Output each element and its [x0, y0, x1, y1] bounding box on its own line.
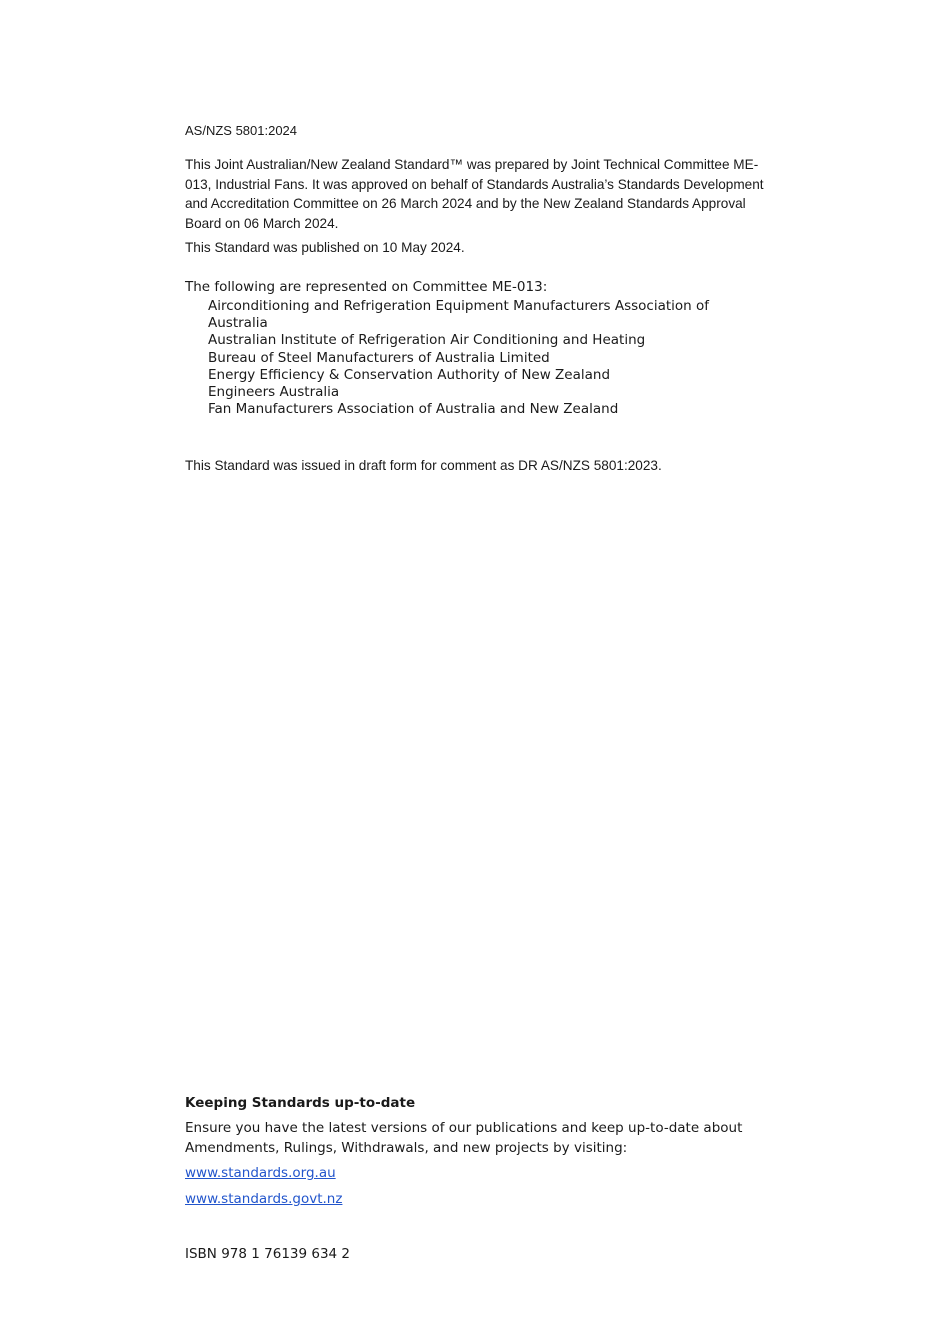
committee-member-list: [208, 298, 728, 418]
publication-date-note: This Standard was published on 10 May 2024.: [185, 240, 465, 255]
committee-member: Fan Manufacturers Association of Australia and New Zealand: [208, 401, 619, 418]
draft-note: This Standard was issued in draft form for comment as DR AS/NZS 5801:2023.: [185, 458, 662, 473]
committee-member: Australian Institute of Refrigeration Air Conditioning and Heating: [208, 332, 646, 349]
keeping-up-to-date-heading: Keeping Standards up-to-date: [185, 1095, 416, 1111]
isbn: ISBN 978 1 76139 634 2: [185, 1246, 351, 1262]
committee-member: Airconditioning and Refrigeration Equipment Manufacturers Association of Australia: [208, 298, 710, 332]
standards-australia-link[interactable]: www.standards.org.au: [185, 1165, 336, 1181]
committee-member: Engineers Australia: [208, 384, 340, 401]
keeping-up-to-date-text: Ensure you have the latest versions of our publications and keep up-to-date about Amendments, Rulings, Withdrawals, and new projects by visiting:: [185, 1120, 743, 1156]
preparation-paragraph: This Joint Australian/New Zealand Standard™ was prepared by Joint Technical Committee ME-013, Industrial Fans. It was approved on behalf of Standards Australia’s Standards Development and Accreditation Committee on 26 March 2024 and by the New Zealand Standards Approval Board on 06 March 2024.: [185, 157, 764, 231]
committee-member: Energy Efficiency & Conservation Authority of New Zealand: [208, 366, 611, 383]
document-id: AS/NZS 5801:2024: [185, 123, 298, 138]
standards-nz-link[interactable]: www.standards.govt.nz: [185, 1191, 343, 1207]
committee-heading: The following are represented on Committee ME-013:: [185, 279, 548, 295]
committee-member: Bureau of Steel Manufacturers of Australia Limited: [208, 349, 550, 366]
